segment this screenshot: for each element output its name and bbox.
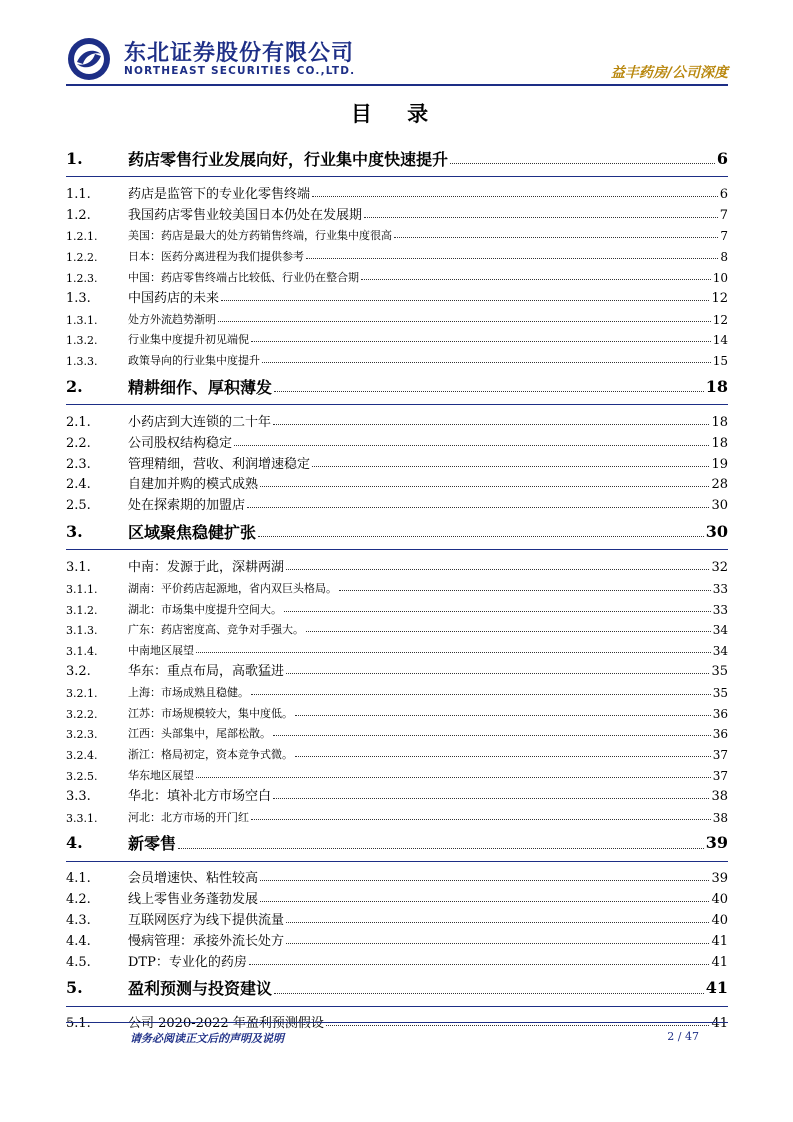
toc-entry[interactable] (66, 264, 728, 285)
toc-dot-leader (178, 847, 704, 849)
toc-entry-page: 37 (712, 748, 728, 763)
toc-entry[interactable] (66, 409, 728, 430)
toc-dot-leader (450, 162, 715, 164)
toc-entry[interactable] (66, 451, 728, 472)
toc-entry[interactable] (66, 637, 728, 658)
toc-entry-page: 38 (711, 788, 728, 804)
toc-entry-page: 34 (712, 644, 728, 659)
toc-dot-leader (273, 423, 709, 425)
toc-dot-leader (273, 734, 711, 736)
toc-dot-leader (251, 340, 711, 342)
toc-entry-number: 4.1. (66, 871, 91, 887)
toc-entry[interactable] (66, 658, 728, 679)
toc-entry-number: 3.1.3. (66, 624, 98, 638)
toc-entry-page: 18 (705, 376, 728, 396)
toc-dot-leader (262, 361, 711, 363)
toc-entry-page: 38 (712, 810, 728, 825)
toc-entry[interactable] (66, 679, 728, 700)
toc-dot-leader (273, 797, 709, 799)
toc-entry-number: 1.2.2. (66, 251, 98, 265)
toc-entry-title: 药店零售行业发展向好，行业集中度快速提升 (128, 149, 449, 169)
toc-dot-leader (274, 390, 704, 392)
toc-dot-leader (312, 195, 718, 197)
toc-entry-title: 中南：发源于此，深耕两湖 (128, 559, 285, 575)
toc-entry-page: 33 (712, 602, 728, 617)
toc-entry-page: 32 (711, 559, 728, 575)
toc-entry-page: 41 (705, 978, 728, 997)
toc-entry-page: 37 (712, 768, 728, 783)
toc-entry-title: 江苏：市场规模较大，集中度低。 (128, 706, 293, 720)
toc-entry-number: 1.3.3. (66, 355, 98, 369)
toc-entry-page: 28 (711, 477, 728, 493)
toc-dot-leader (196, 776, 711, 778)
toc-entry-number: 4. (66, 833, 83, 853)
toc-entry[interactable] (66, 223, 728, 244)
toc-entry-page: 12 (712, 312, 728, 327)
toc-entry-number: 4.5. (66, 954, 91, 970)
toc-entry[interactable] (66, 866, 728, 887)
toc-entry[interactable] (66, 327, 728, 348)
toc-entry[interactable] (66, 700, 728, 721)
toc-dot-leader (286, 921, 709, 923)
toc-entry[interactable] (66, 368, 728, 405)
toc-entry-page: 36 (712, 727, 728, 742)
toc-entry-title: 湖南：平价药店起源地，省内双巨头格局。 (128, 581, 337, 595)
toc-entry[interactable] (66, 762, 728, 783)
toc-entry[interactable] (66, 617, 728, 638)
toc-entry-number: 1. (66, 148, 83, 168)
toc-entry-page: 41 (711, 1016, 728, 1032)
toc-entry-title: 华东地区展望 (128, 768, 194, 782)
toc-entry-number: 3.1.4. (66, 645, 98, 659)
toc-entry-title: 行业集中度提升初见端倪 (128, 333, 249, 347)
toc-entry[interactable] (66, 347, 728, 368)
toc-entry[interactable] (66, 970, 728, 1007)
toc-dot-leader (286, 568, 709, 570)
toc-dot-leader (260, 485, 709, 487)
toc-entry-page: 6 (719, 186, 728, 202)
toc-entry[interactable] (66, 554, 728, 575)
toc-dot-leader (258, 535, 704, 537)
toc-dot-leader (221, 299, 709, 301)
toc-entry-number: 3.2. (66, 663, 91, 679)
toc-entry-number: 1.2.1. (66, 230, 98, 244)
toc-entry[interactable] (66, 285, 728, 306)
toc-entry[interactable] (66, 949, 728, 970)
toc-entry-number: 3.1. (66, 559, 91, 575)
toc-entry-page: 40 (711, 912, 728, 928)
toc-entry-title: 日本：医药分离进程为我们提供参考 (128, 250, 304, 264)
toc-entry[interactable] (66, 181, 728, 202)
toc-entry-title: 政策导向的行业集中度提升 (128, 354, 260, 368)
toc-entry-number: 3.2.4. (66, 749, 98, 763)
toc-entry-number: 2. (66, 376, 83, 396)
toc-entry-number: 1.3.2. (66, 334, 98, 348)
toc-entry-number: 3.1.2. (66, 603, 98, 617)
toc-dot-leader (274, 992, 704, 994)
toc-entry-page: 41 (711, 933, 728, 949)
toc-entry-page: 41 (711, 954, 728, 970)
toc-entry-number: 3.2.2. (66, 707, 98, 721)
toc-entry-number: 1.2.3. (66, 271, 98, 285)
toc-entry-page: 7 (719, 207, 728, 223)
toc-entry-number: 5.1. (66, 1016, 91, 1032)
toc-entry-page: 10 (712, 270, 728, 285)
page-header (66, 34, 728, 84)
toc-entry-number: 1.3.1. (66, 313, 98, 327)
toc-entry[interactable] (66, 907, 728, 928)
toc-entry[interactable] (66, 596, 728, 617)
toc-entry-number: 3.3.1. (66, 811, 98, 825)
report-type-label: 益丰药房/公司深度 (610, 65, 728, 81)
toc-dot-leader (284, 610, 711, 612)
toc-entry-page: 30 (705, 521, 728, 541)
footer-disclaimer: 请务必阅读正文后的声明及说明 (130, 1032, 284, 1045)
toc-dot-leader (312, 465, 709, 467)
toc-entry-page: 12 (711, 290, 728, 306)
toc-dot-leader (286, 942, 709, 944)
toc-entry-number: 3.2.1. (66, 686, 98, 700)
toc-entry-title: 湖北：市场集中度提升空间大。 (128, 602, 282, 616)
toc-entry-title: 处方外流趋势渐明 (128, 312, 216, 326)
toc-dot-leader (394, 236, 718, 238)
toc-dot-leader (295, 755, 711, 757)
toc-entry-title: 精耕细作、厚积薄发 (128, 377, 273, 397)
toc-entry[interactable] (66, 575, 728, 596)
toc-entry-number: 3.2.3. (66, 728, 98, 742)
toc-entry-page: 30 (711, 498, 728, 514)
toc-dot-leader (286, 672, 709, 674)
toc-entry-title: 中国：药店零售终端占比较低、行业仍在整合期 (128, 270, 359, 284)
toc-entry-title: 华东：重点布局，高歌猛进 (128, 663, 285, 679)
toc-entry[interactable] (66, 783, 728, 804)
toc-entry-title: DTP：专业化的药房 (128, 954, 247, 970)
toc-entry-title: 美国：药店是最大的处方药销售终端，行业集中度很高 (128, 229, 392, 243)
toc-entry-page: 6 (716, 148, 728, 168)
toc-entry-title: 公司股权结构稳定 (128, 435, 233, 451)
toc-entry[interactable] (66, 306, 728, 327)
toc-entry-number: 1.2. (66, 207, 91, 223)
toc-entry-title: 处在探索期的加盟店 (128, 498, 246, 514)
company-name-en: NORTHEAST SECURITIES CO.,LTD. (124, 65, 356, 77)
toc-entry-page: 18 (711, 435, 728, 451)
toc-entry-number: 2.2. (66, 435, 91, 451)
toc-entry-page: 34 (712, 623, 728, 638)
toc-entry-page: 8 (720, 250, 728, 265)
toc-entry-number: 4.3. (66, 912, 91, 928)
toc-entry-page: 14 (712, 333, 728, 348)
toc-entry-title: 小药店到大连锁的二十年 (128, 414, 272, 430)
toc-entry-title: 自建加并购的模式成熟 (128, 477, 259, 493)
toc-entry-number: 2.3. (66, 456, 91, 472)
toc-entry-title: 区域聚焦稳健扩张 (128, 522, 257, 542)
toc-entry-title: 中国药店的未来 (128, 290, 220, 306)
toc-entry-number: 4.2. (66, 892, 91, 908)
toc-dot-leader (260, 879, 709, 881)
toc-dot-leader (326, 1024, 710, 1026)
toc-entry[interactable] (66, 886, 728, 907)
toc-entry[interactable] (66, 243, 728, 264)
toc-entry-page: 19 (711, 456, 728, 472)
toc-dot-leader (364, 216, 718, 218)
toc-entry-title: 药店是监管下的专业化零售终端 (128, 186, 311, 202)
toc-entry[interactable] (66, 472, 728, 493)
toc-entry-number: 5. (66, 978, 83, 997)
toc-entry-number: 4.4. (66, 933, 91, 949)
toc-entry-title: 新零售 (128, 834, 177, 854)
toc-entry-page: 35 (711, 663, 728, 679)
company-logo-icon (66, 36, 112, 82)
toc-dot-leader (361, 278, 711, 280)
toc-entry[interactable] (66, 430, 728, 451)
toc-entry-title: 线上零售业务蓬勃发展 (128, 892, 259, 908)
table-of-contents (66, 140, 728, 1031)
toc-entry-title: 管理精细，营收、利润增速稳定 (128, 456, 311, 472)
toc-entry[interactable] (66, 741, 728, 762)
toc-entry-number: 2.5. (66, 498, 91, 514)
toc-entry-number: 2.4. (66, 477, 91, 493)
toc-entry-title: 会员增速快、粘性较高 (128, 871, 259, 887)
toc-dot-leader (247, 506, 709, 508)
footer-divider (66, 1022, 728, 1023)
toc-entry-page: 33 (712, 581, 728, 596)
toc-entry[interactable] (66, 513, 728, 550)
toc-entry-title: 广东：药店密度高、竞争对手强大。 (128, 623, 304, 637)
toc-entry-title: 河北：北方市场的开门红 (128, 810, 249, 824)
toc-entry-page: 7 (720, 229, 728, 244)
toc-entry-page: 36 (712, 706, 728, 721)
company-name-cn: 东北证券股份有限公司 (124, 41, 355, 66)
toc-entry-page: 40 (711, 892, 728, 908)
toc-entry[interactable] (66, 492, 728, 513)
toc-dot-leader (249, 963, 710, 965)
toc-dot-leader (196, 651, 711, 653)
toc-entry-title: 盈利预测与投资建议 (128, 979, 273, 998)
toc-dot-leader (251, 818, 711, 820)
page-title: 目 录 (350, 102, 443, 126)
toc-entry[interactable] (66, 1011, 728, 1032)
toc-dot-leader (295, 714, 711, 716)
toc-entry-title: 上海：市场成熟且稳健。 (128, 685, 249, 699)
toc-dot-leader (260, 900, 709, 902)
toc-entry-title: 公司 2020-2022 年盈利预测假设 (128, 1016, 324, 1032)
toc-dot-leader (234, 444, 709, 446)
toc-entry-page: 15 (712, 354, 728, 369)
toc-entry[interactable] (66, 202, 728, 223)
toc-entry[interactable] (66, 928, 728, 949)
toc-entry[interactable] (66, 825, 728, 862)
page-number: 2 / 47 (667, 1030, 699, 1043)
toc-entry-page: 39 (711, 871, 728, 887)
toc-entry-title: 江西：头部集中，尾部松散。 (128, 727, 271, 741)
toc-dot-leader (251, 693, 711, 695)
toc-entry-number: 3. (66, 521, 83, 541)
toc-entry[interactable] (66, 140, 728, 177)
toc-entry-page: 39 (705, 833, 728, 853)
toc-entry-page: 35 (712, 685, 728, 700)
toc-entry-number: 3.2.5. (66, 769, 98, 783)
toc-dot-leader (306, 257, 718, 259)
toc-entry-title: 我国药店零售业较美国日本仍处在发展期 (128, 207, 363, 223)
toc-entry-number: 1.3. (66, 290, 91, 306)
toc-entry-page: 18 (711, 414, 728, 430)
toc-entry-title: 互联网医疗为线下提供流量 (128, 912, 285, 928)
toc-entry[interactable] (66, 721, 728, 742)
toc-dot-leader (339, 589, 711, 591)
header-divider (66, 84, 728, 86)
toc-entry-number: 2.1. (66, 414, 91, 430)
toc-entry[interactable] (66, 804, 728, 825)
toc-entry-title: 慢病管理：承接外流长处方 (128, 933, 285, 949)
toc-dot-leader (306, 630, 711, 632)
toc-entry-number: 3.3. (66, 788, 91, 804)
toc-dot-leader (218, 320, 711, 322)
toc-entry-title: 中南地区展望 (128, 644, 194, 658)
toc-entry-title: 华北：填补北方市场空白 (128, 788, 272, 804)
toc-entry-number: 1.1. (66, 186, 91, 202)
toc-entry-number: 3.1.1. (66, 582, 98, 596)
toc-entry-title: 浙江：格局初定，资本竞争式微。 (128, 748, 293, 762)
